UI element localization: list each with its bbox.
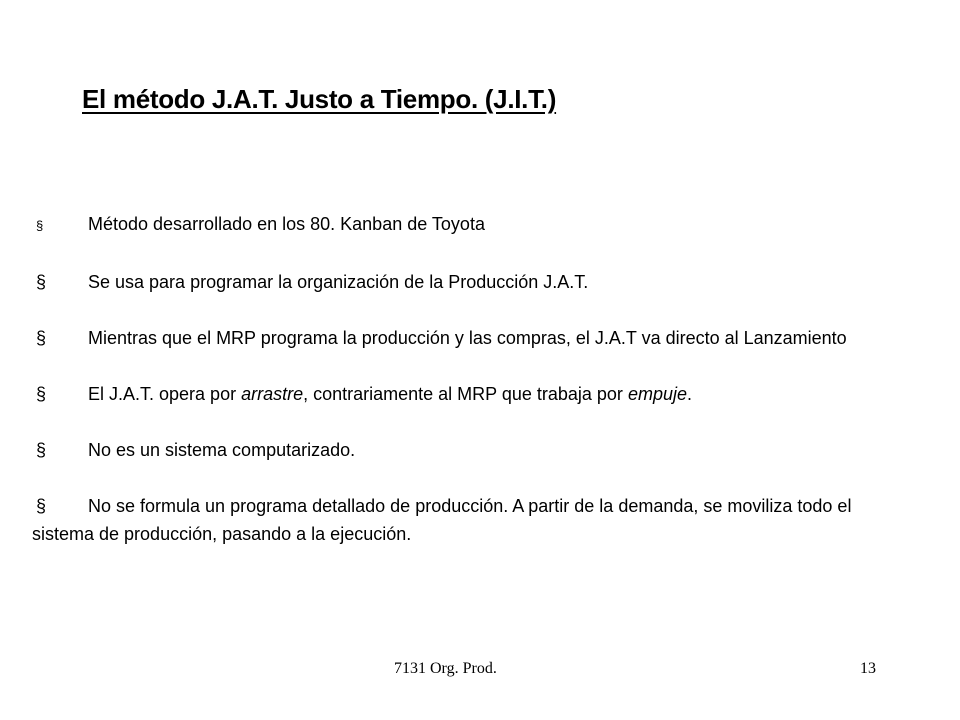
bullet-emphasis-arrastre: arrastre (241, 384, 304, 404)
bullet-text: Método desarrollado en los 80. Kanban de Toyota (88, 214, 485, 234)
bullet-text-start: El J.A.T. opera por (88, 384, 242, 404)
footer-page-number: 13 (860, 660, 876, 677)
bullet-text: Mientras que el MRP programa la producción y las compras, el J.A.T va directo al Lanzamiento (88, 328, 847, 348)
bullet-item (32, 210, 912, 240)
bullet-text: No se formula un programa detallado de producción. A partir de la demanda, se moviliza todo el sistema de producción, pasando a la ejecución. (32, 496, 852, 544)
bullet-item (32, 380, 912, 408)
bullet-marker-icon: § (36, 328, 47, 348)
bullet-text-end: . (686, 384, 692, 404)
bullet-list (32, 210, 912, 548)
bullet-marker-icon: § (36, 384, 47, 404)
bullet-item (32, 492, 912, 548)
bullet-emphasis-empuje: empuje (627, 384, 687, 404)
bullet-item (32, 324, 912, 352)
bullet-marker-icon: § (36, 496, 47, 516)
bullet-marker-icon: § (36, 218, 44, 233)
bullet-text: No es un sistema computarizado. (88, 440, 356, 460)
bullet-text-middle: , contrariamente al MRP que trabaja por (303, 384, 628, 404)
footer-course-label: 7131 Org. Prod. (394, 660, 497, 677)
bullet-marker-icon: § (36, 440, 47, 460)
bullet-item (32, 268, 912, 296)
bullet-text: Se usa para programar la organización de la Producción J.A.T. (88, 272, 589, 292)
slide-title: El método J.A.T. Justo a Tiempo. (J.I.T.) (82, 84, 557, 114)
bullet-marker-icon: § (36, 272, 47, 292)
bullet-item (32, 436, 912, 464)
